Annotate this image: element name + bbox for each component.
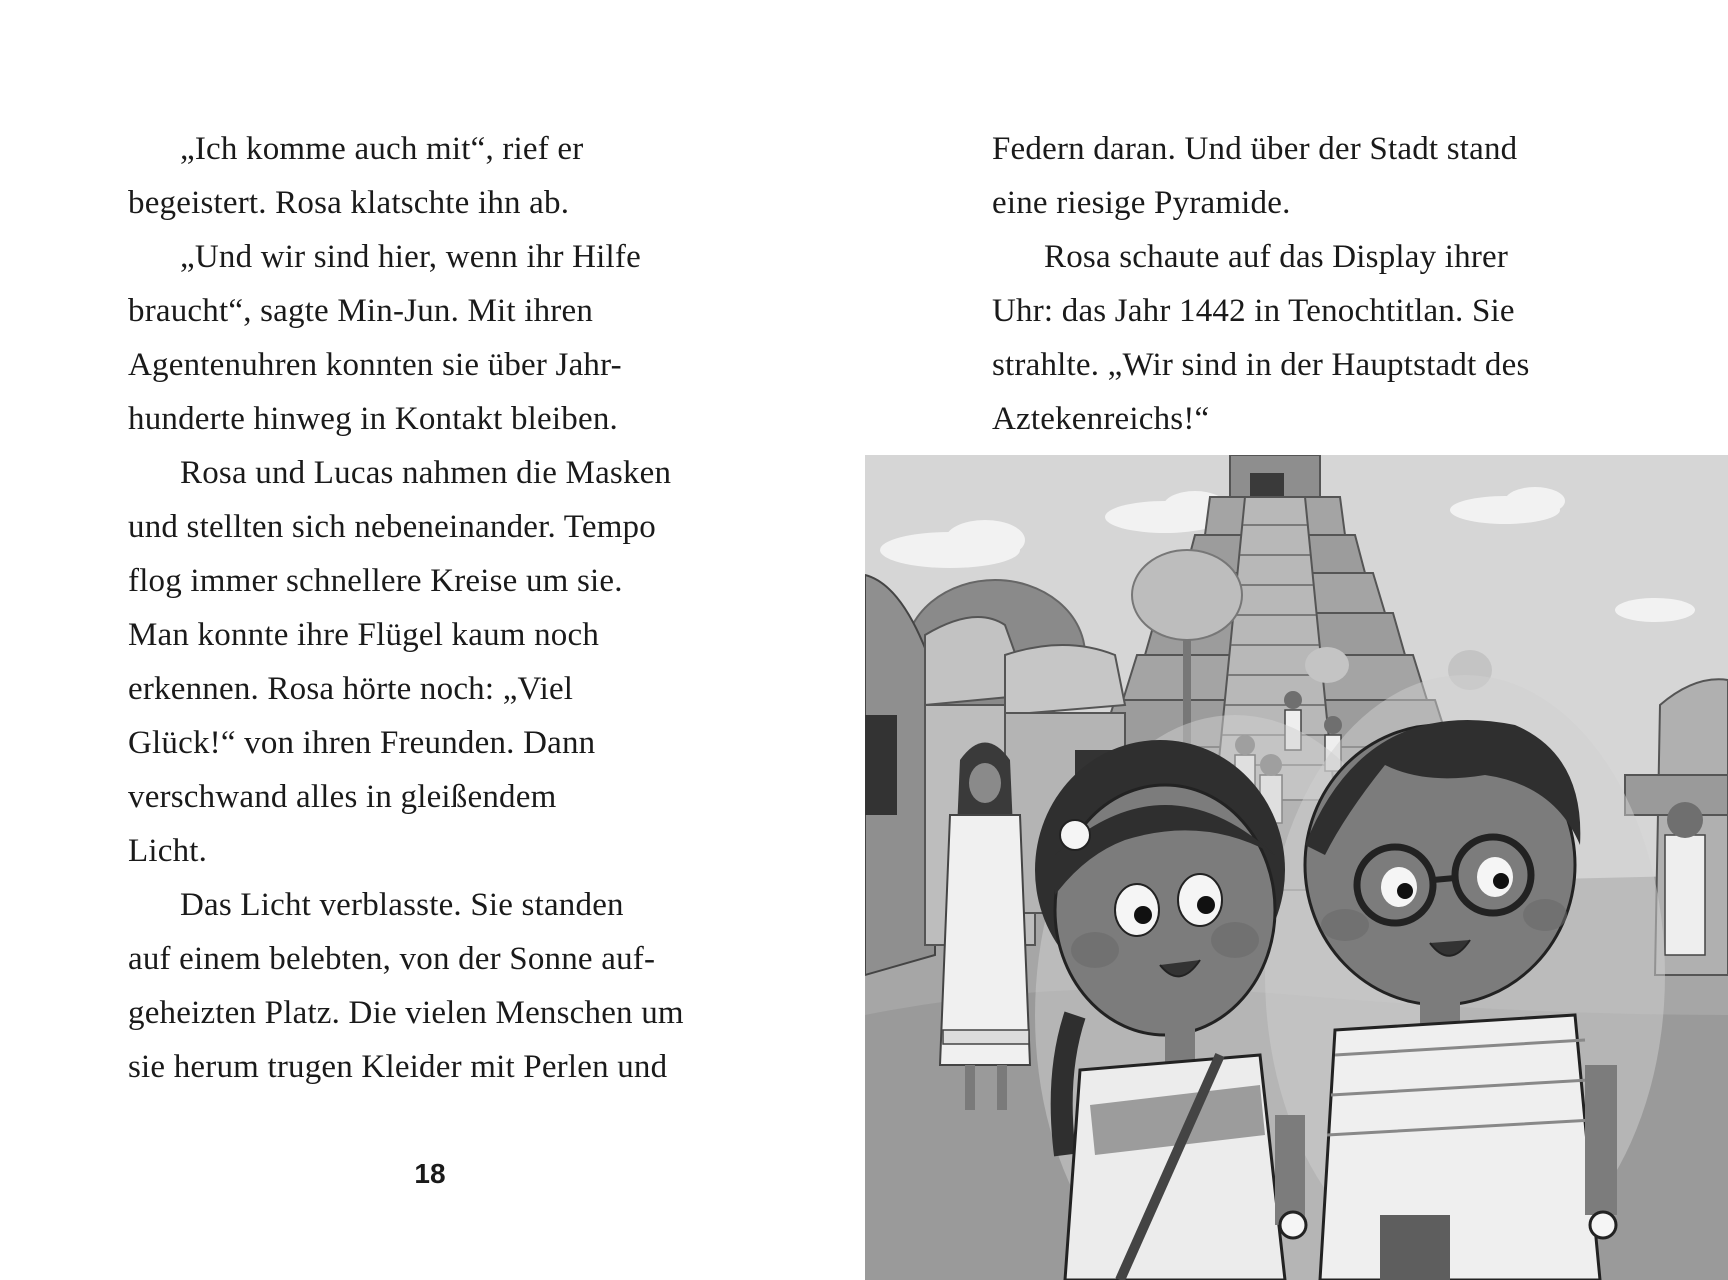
text-line: Man konnte ihre Flügel kaum noch	[128, 617, 600, 653]
left-page	[0, 0, 860, 1280]
text-line: eine riesige Pyramide.	[992, 185, 1291, 221]
text-line: hunderte hinweg in Kontakt bleiben.	[128, 401, 618, 437]
text-line: Aztekenreichs!“	[992, 401, 1210, 437]
page-number: 18	[414, 1158, 446, 1189]
illustration-aztec-pyramid-children	[865, 455, 1728, 1280]
text-line: Rosa schaute auf das Display ihrer	[1044, 239, 1509, 275]
left-page-text	[128, 122, 748, 1094]
text-line: Das Licht verblasste. Sie standen	[180, 887, 624, 923]
text-line: strahlte. „Wir sind in der Hauptstadt des	[992, 347, 1530, 383]
text-line: braucht“, sagte Min-Jun. Mit ihren	[128, 293, 594, 329]
text-line: „Ich komme auch mit“, rief er	[180, 131, 584, 167]
text-line: Uhr: das Jahr 1442 in Tenochtitlan. Sie	[992, 293, 1515, 329]
text-line: verschwand alles in gleißendem	[128, 779, 557, 815]
text-line: Federn daran. Und über der Stadt stand	[992, 131, 1518, 167]
text-line: Glück!“ von ihren Freunden. Dann	[128, 725, 596, 761]
text-line: Licht.	[128, 833, 208, 869]
text-line: Agentenuhren konnten sie über Jahr-	[128, 347, 622, 383]
illustration-svg	[865, 455, 1728, 1280]
text-line: flog immer schnellere Kreise um sie.	[128, 563, 623, 599]
text-line: und stellten sich nebeneinander. Tempo	[128, 509, 656, 545]
text-line: sie herum trugen Kleider mit Perlen und	[128, 1049, 668, 1085]
right-page-text	[992, 122, 1632, 446]
text-line: Rosa und Lucas nahmen die Masken	[180, 455, 672, 491]
text-line: erkennen. Rosa hörte noch: „Viel	[128, 671, 574, 707]
text-line: auf einem belebten, von der Sonne auf-	[128, 941, 656, 977]
text-line: begeistert. Rosa klatschte ihn ab.	[128, 185, 570, 221]
text-line: geheizten Platz. Die vielen Menschen um	[128, 995, 684, 1031]
text-line: „Und wir sind hier, wenn ihr Hilfe	[180, 239, 641, 275]
